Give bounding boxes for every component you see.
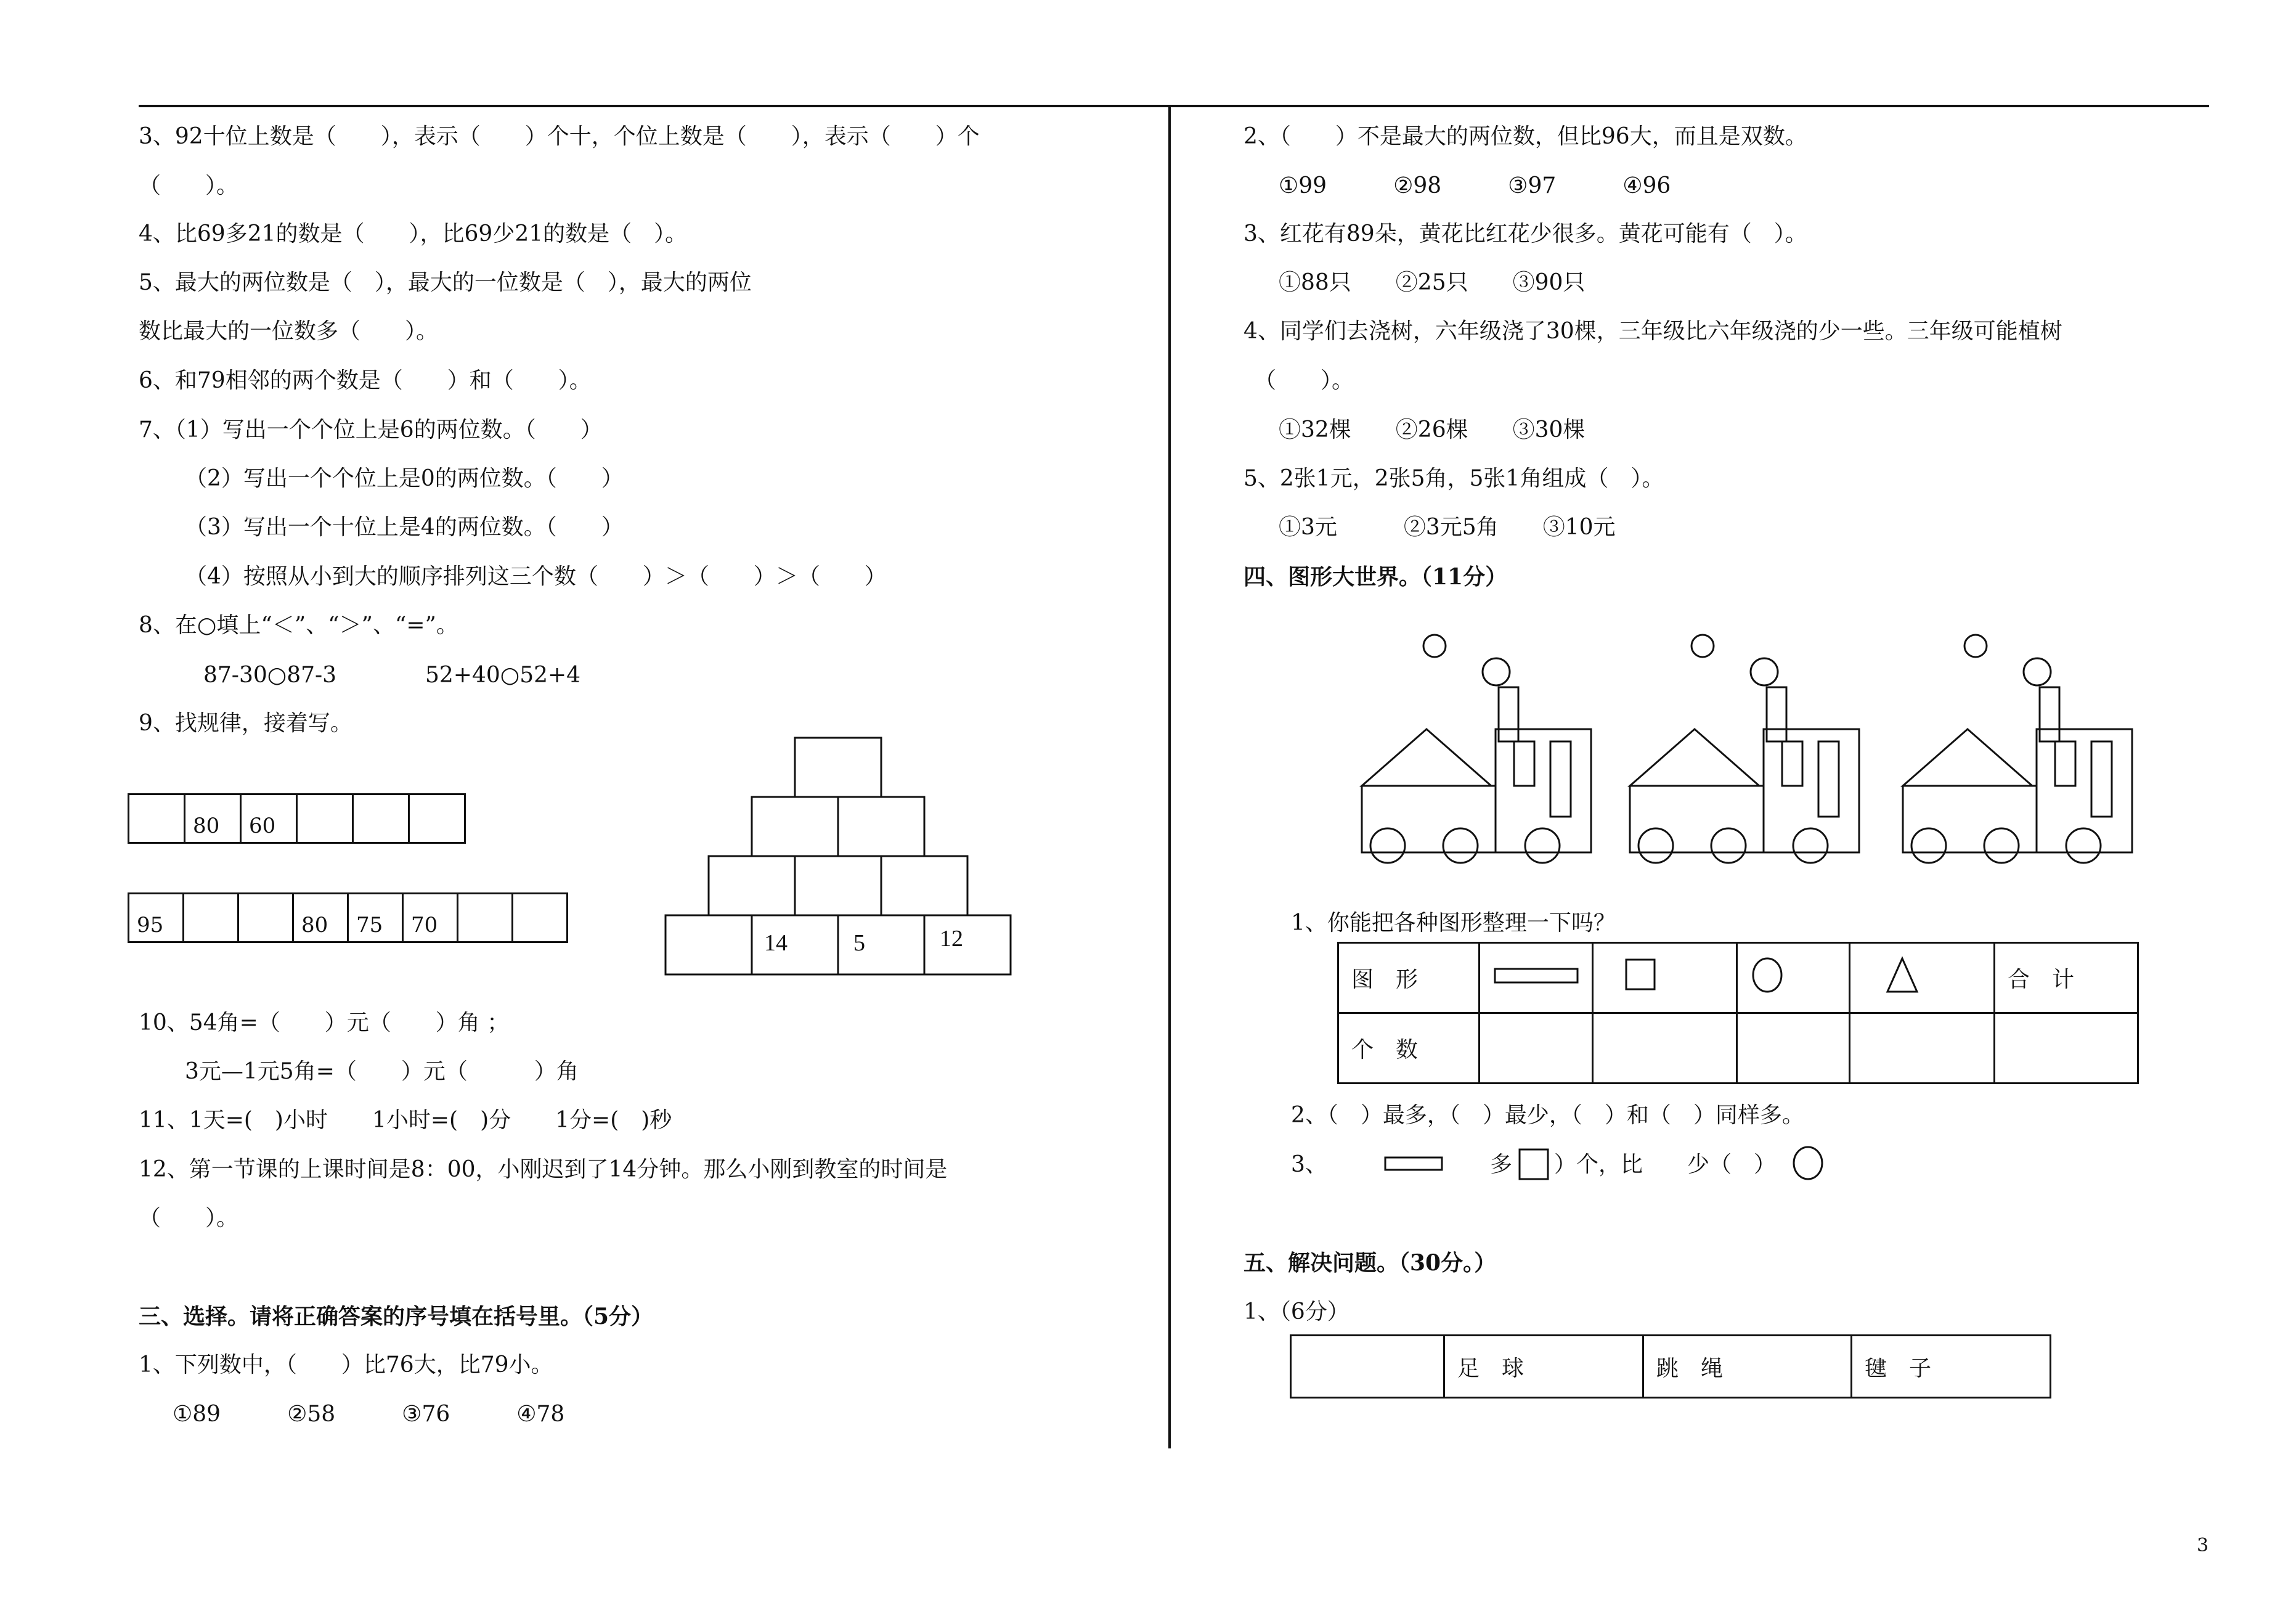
q5-line1: 5、最大的两位数是（ ），最大的一位数是（ ），最大的两位 xyxy=(139,270,752,295)
s4-q2: 2、（ ）最多，（ ）最少，（ ）和（ ）同样多。 xyxy=(1291,1103,1804,1128)
sequence-row-1 xyxy=(128,793,466,844)
count-cell-circle[interactable] xyxy=(1737,1013,1850,1084)
q8-expr2: 52+40○52+4 xyxy=(425,663,581,688)
train-3 xyxy=(1903,635,2132,863)
count-cell-rectangle[interactable] xyxy=(1480,1013,1593,1084)
q10-line1: 10、54角=（ ）元（ ）角 ； xyxy=(139,1010,510,1035)
pyramid-block[interactable] xyxy=(752,797,838,856)
pyramid-block[interactable] xyxy=(795,856,881,915)
seq-cell[interactable]: 80 xyxy=(184,793,242,844)
shape-tally-table xyxy=(1337,942,2139,1084)
s4-q3-text2: ）个，比 xyxy=(1554,1152,1643,1177)
r-q3-options: ①88只 ②25只 ③90只 xyxy=(1279,270,1586,295)
r-q4-options: ①32棵 ②26棵 ③30棵 xyxy=(1279,417,1586,443)
q11: 11、1天=( )小时 1小时=( )分 1分=( )秒 xyxy=(139,1108,672,1133)
section-4-title: 四、图形大世界。（11分） xyxy=(1244,564,1508,590)
square-icon-cell xyxy=(1593,943,1737,1013)
q3-line1: 3、92十位上数是（ ），表示（ ）个十，个位上数是（ ），表示（ ）个 xyxy=(139,124,980,149)
sports-header-jumprope: 跳 绳 xyxy=(1643,1336,1852,1398)
train-2 xyxy=(1630,635,1859,863)
section-3-title: 三、选择。请将正确答案的序号填在括号里。（5分） xyxy=(139,1304,654,1329)
q7-4: （4）按照从小到大的顺序排列这三个数（ ）＞（ ）＞（ ） xyxy=(185,564,887,589)
pyramid-block[interactable] xyxy=(709,856,795,915)
q7-2: （2）写出一个个位上是0的两位数。（ ） xyxy=(185,466,624,491)
r-q2-options: ①99 ②98 ③97 ④96 xyxy=(1279,173,1671,198)
seq-cell[interactable]: 95 xyxy=(128,892,184,943)
triangle-icon xyxy=(1884,956,1921,994)
q7-1: 7、（1）写出一个个位上是6的两位数。（ ） xyxy=(139,417,603,443)
count-cell-total[interactable] xyxy=(1995,1013,2138,1084)
sports-table xyxy=(1290,1334,2051,1398)
sports-header-shuttlecock: 毽 子 xyxy=(1852,1336,2051,1398)
pyramid-block[interactable] xyxy=(666,915,752,974)
r-q5-options: ①3元 ②3元5角 ③10元 xyxy=(1279,515,1616,540)
seq-cell[interactable] xyxy=(457,892,513,943)
s4-q3-text3: 少（ ） xyxy=(1687,1152,1777,1177)
pyramid-block[interactable] xyxy=(881,856,967,915)
r-q5: 5、2张1元，2张5角，5张1角组成（ ）。 xyxy=(1244,466,1664,491)
r-q2: 2、（ ）不是最大的两位数，但比96大，而且是双数。 xyxy=(1244,124,1807,149)
count-cell-square[interactable] xyxy=(1593,1013,1737,1084)
rectangle-icon xyxy=(1493,964,1579,986)
s5-q1: 1、（6分） xyxy=(1244,1299,1350,1325)
s4-q1: 1、你能把各种图形整理一下吗？ xyxy=(1291,910,1616,936)
pyramid-number: 12 xyxy=(940,926,963,952)
pyramid-block xyxy=(924,915,1011,974)
q8-expr1: 87-30○87-3 xyxy=(203,663,337,688)
q7-3: （3）写出一个十位上是4的两位数。（ ） xyxy=(185,515,624,540)
q4: 4、比69多21的数是（ ），比69少21的数是（ ）。 xyxy=(139,221,688,247)
triangle-icon-cell xyxy=(1850,943,1995,1013)
pyramid-block[interactable] xyxy=(795,738,881,797)
count-label-cell: 个 数 xyxy=(1338,1013,1480,1084)
sports-header-football: 足 球 xyxy=(1444,1336,1643,1398)
pyramid-block xyxy=(838,915,924,974)
top-rule xyxy=(139,105,2209,107)
square-icon xyxy=(1624,958,1658,992)
seq-cell[interactable] xyxy=(296,793,354,844)
q8: 8、在○填上“＜”、“＞”、“=”。 xyxy=(139,613,458,638)
seq-cell[interactable] xyxy=(511,892,568,943)
seq-cell[interactable] xyxy=(182,892,239,943)
seq-cell[interactable]: 60 xyxy=(240,793,298,844)
q6: 6、和79相邻的两个数是（ ）和（ ）。 xyxy=(139,368,592,393)
s4-q3-text1: 多 xyxy=(1490,1152,1513,1177)
page-number: 3 xyxy=(2197,1535,2209,1556)
circle-icon-cell xyxy=(1737,943,1850,1013)
q3-line2: （ ）。 xyxy=(139,173,239,198)
count-cell-triangle[interactable] xyxy=(1850,1013,1995,1084)
seq-cell[interactable]: 70 xyxy=(402,892,458,943)
pyramid-block[interactable] xyxy=(838,797,924,856)
train-1 xyxy=(1362,635,1591,863)
q5-line2: 数比最大的一位数多（ ）。 xyxy=(139,319,439,344)
rectangle-icon-cell xyxy=(1480,943,1593,1013)
r-q3: 3、红花有89朵，黄花比红花少很多。黄花可能有（ ）。 xyxy=(1244,221,1807,247)
seq-cell[interactable] xyxy=(237,892,294,943)
circle-icon xyxy=(1751,956,1786,994)
pyramid-number: 14 xyxy=(764,930,788,956)
train-picture xyxy=(1356,629,2138,869)
r-q4-line1: 4、同学们去浇树，六年级浇了30棵，三年级比六年级浇的少一些。三年级可能植树 xyxy=(1244,319,2062,344)
q12-line2: （ ）。 xyxy=(139,1206,239,1231)
s4-q3-prefix: 3、 xyxy=(1291,1152,1327,1177)
number-pyramid xyxy=(666,737,1011,977)
s3-q1-options: ①89 ②58 ③76 ④78 xyxy=(173,1402,565,1427)
s3-q1: 1、下列数中，（ ）比76大，比79小。 xyxy=(139,1352,553,1378)
r-q4-line2: （ ）。 xyxy=(1254,368,1354,393)
q12-line1: 12、第一节课的上课时间是8：00，小刚迟到了14分钟。那么小刚到教室的时间是 xyxy=(139,1157,948,1182)
circle-icon xyxy=(1792,1144,1826,1182)
pyramid-number: 5 xyxy=(853,930,865,956)
sequence-row-2 xyxy=(128,892,568,943)
seq-cell[interactable]: 75 xyxy=(347,892,404,943)
square-icon xyxy=(1518,1148,1551,1182)
seq-cell[interactable] xyxy=(128,793,185,844)
rectangle-icon xyxy=(1383,1154,1445,1172)
column-divider xyxy=(1168,105,1171,1448)
seq-cell[interactable] xyxy=(352,793,410,844)
sports-header-blank xyxy=(1291,1336,1444,1398)
q9: 9、找规律，接着写。 xyxy=(139,711,352,736)
seq-cell[interactable] xyxy=(408,793,466,844)
q10-line2: 3元—1元5角=（ ）元（ ）角 xyxy=(185,1059,579,1084)
seq-cell[interactable]: 80 xyxy=(292,892,349,943)
shape-header-cell: 图 形 xyxy=(1338,943,1480,1013)
total-header-cell: 合 计 xyxy=(1995,943,2138,1013)
section-5-title: 五、解决问题。（30分。） xyxy=(1244,1250,1497,1276)
